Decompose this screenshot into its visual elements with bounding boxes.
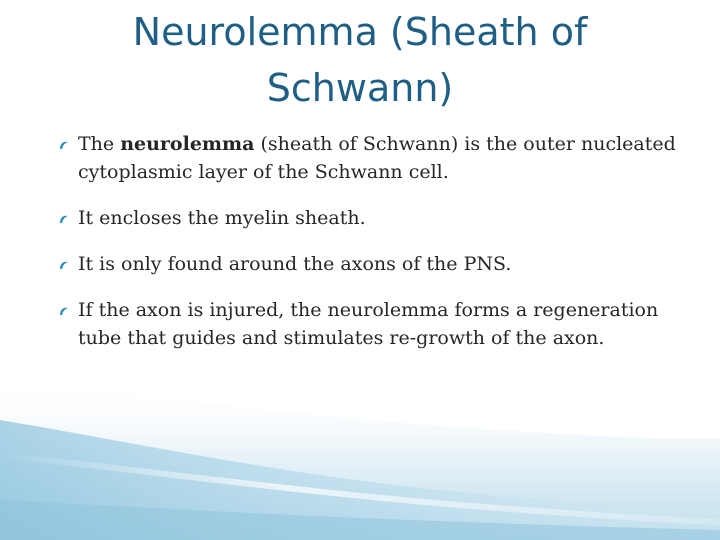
bullet-text: It encloses the myelin sheath. — [78, 207, 366, 229]
bullet-item — [56, 296, 676, 352]
bullet-item — [56, 204, 676, 232]
swirl-bullet-icon — [58, 139, 70, 151]
bullet-text-before: The — [78, 133, 121, 155]
bullet-text: It is only found around the axons of the PNS. — [78, 253, 512, 275]
slide-title: Neurolemma (Sheath of Schwann) — [132, 10, 588, 110]
swirl-bullet-icon — [58, 305, 70, 317]
swirl-bullet-icon — [58, 213, 70, 225]
bullet-text-after: (sheath of Schwann) is the outer nucleated cytoplasmic layer of the Schwann cell. — [78, 133, 676, 183]
bullet-text: If the axon is injured, the neurolemma forms a regeneration tube that guides and stimulates re-growth of the axon. — [78, 299, 659, 349]
bullet-item — [56, 250, 676, 278]
bullet-list — [56, 130, 676, 370]
bullet-bold-term: neurolemma — [120, 133, 255, 155]
bullet-item — [56, 130, 676, 186]
swirl-bullet-icon — [58, 259, 70, 271]
